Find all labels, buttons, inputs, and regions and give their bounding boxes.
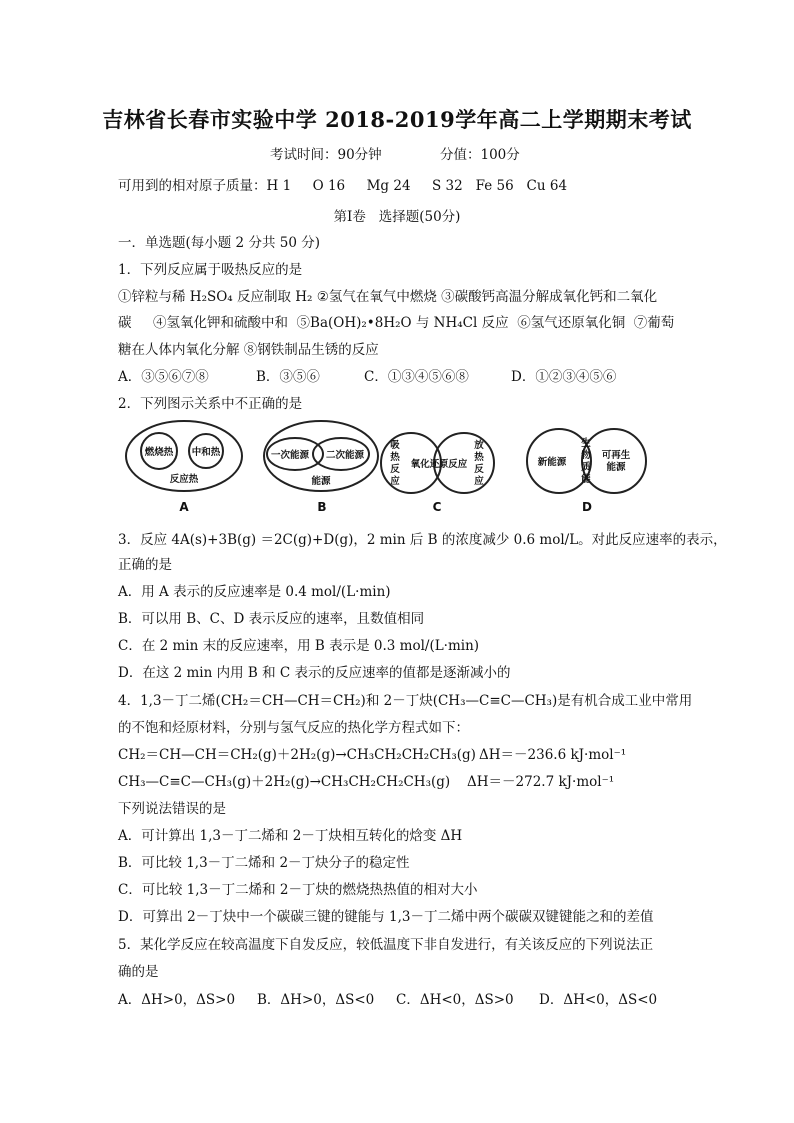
score: 分值：100分 — [440, 147, 520, 163]
diagram-a-inner2: 中和热 — [191, 447, 221, 458]
diagram-a-inner1: 燃烧热 — [144, 447, 174, 458]
section-title: 第Ⅰ卷 选择题(50分) — [333, 209, 461, 225]
q1-line2: 碳 ④氢氧化钾和硫酸中和 ⑤Ba(OH)₂•8H₂O 与 NH₄Cl 反应 ⑥氢气还原氧化铜 ⑦葡萄 — [118, 315, 675, 331]
q3-option-b: B．可以用 B、C、D 表示反应的速率，且数值相同 — [118, 611, 425, 627]
diagram-b-outer: 能源 — [311, 476, 331, 487]
diagram-d-mid-1: 生 — [581, 438, 591, 449]
diagram-b-left: 一次能源 — [270, 450, 310, 461]
q4-equation-2: CH₃—C≡C—CH₃(g)＋2H₂(g)→CH₃CH₂CH₂CH₃(g) — [118, 774, 451, 790]
atomic-masses: 可用到的相对原子质量：H 1 O 16 Mg 24 S 32 Fe 56 Cu 64 — [118, 178, 568, 194]
diagram-d-left: 新能源 — [537, 457, 567, 468]
q3-option-a: A．用 A 表示的反应速率是 0.4 mol/(L·min) — [118, 584, 391, 600]
diagram-d-right-2: 能源 — [606, 462, 626, 473]
q1-option-c: C．①③④⑤⑥⑧ — [364, 369, 469, 385]
q4-option-a: A．可计算出 1,3－丁二烯和 2－丁炔相互转化的焓变 ΔH — [118, 828, 463, 844]
diagram-d-label: D — [582, 500, 592, 514]
q1-option-d: D．①②③④⑤⑥ — [511, 369, 617, 385]
diagram-d-mid-2: 物 — [581, 450, 591, 461]
diagram-b-right: 二次能源 — [325, 450, 365, 461]
q2-stem: 2．下列图示关系中不正确的是 — [118, 396, 303, 412]
diagram-c-right-4: 应 — [474, 476, 484, 487]
exam-title: 吉林省长春市实验中学 2018-2019学年高二上学期期末考试 — [102, 107, 692, 132]
q1-line3: 糖在人体内氧化分解 ⑧钢铁制品生锈的反应 — [118, 342, 379, 358]
q3-option-c: C．在 2 min 末的反应速率，用 B 表示是 0.3 mol/(L·min) — [118, 638, 480, 654]
q1-stem: 1．下列反应属于吸热反应的是 — [118, 262, 303, 278]
diagram-c-right-3: 反 — [474, 464, 484, 475]
q4-lead: 下列说法错误的是 — [118, 801, 226, 817]
diagram-a-outer: 反应热 — [169, 474, 199, 485]
diagram-c-label: C — [432, 500, 442, 514]
diagram-c-left-3: 反 — [390, 464, 400, 475]
q4-enthalpy-1: ΔH＝－236.6 kJ·mol⁻¹ — [479, 747, 627, 763]
q5-option-a: A．ΔH>0，ΔS>0 — [118, 992, 236, 1008]
q2-diagrams — [0, 418, 794, 518]
diagram-d-right-1: 可再生 — [601, 450, 631, 461]
diagram-a-label: A — [179, 500, 189, 514]
diagram-c-right-2: 热 — [474, 452, 484, 463]
q4-equation-1: CH₂＝CH—CH＝CH₂(g)＋2H₂(g)→CH₃CH₂CH₂CH₃(g) — [118, 747, 476, 763]
q4-enthalpy-2: ΔH＝－272.7 kJ·mol⁻¹ — [467, 774, 615, 790]
q5-stem-line2: 确的是 — [118, 964, 159, 980]
q3-stem-line1: 3．反应 4A(s)+3B(g) ＝2C(g)+D(g)，2 min 后 B 的浓度减少 0.6 mol/L。对此反应速率的表示， — [118, 532, 727, 548]
diagram-c-right-1: 放 — [474, 440, 484, 451]
q4-option-b: B．可比较 1,3－丁二烯和 2－丁炔分子的稳定性 — [118, 855, 410, 871]
part-heading: 一．单选题(每小题 2 分共 50 分) — [118, 235, 320, 251]
diagram-c-left-4: 应 — [390, 476, 400, 487]
q1-option-b: B．③⑤⑥ — [256, 369, 320, 385]
q1-line1: ①锌粒与稀 H₂SO₄ 反应制取 H₂ ②氢气在氧气中燃烧 ③碳酸钙高温分解成氧化钙和二氧化 — [118, 289, 658, 305]
diagram-d-mid-3: 质 — [581, 462, 591, 473]
q3-stem-line2: 正确的是 — [118, 557, 172, 573]
diagram-c-left-1: 吸 — [390, 440, 400, 451]
q4-stem-line2: 的不饱和烃原材料，分别与氢气反应的热化学方程式如下： — [118, 720, 469, 736]
q5-option-c: C．ΔH<0，ΔS>0 — [396, 992, 514, 1008]
q3-option-d: D．在这 2 min 内用 B 和 C 表示的反应速率的值都是逐渐减小的 — [118, 665, 511, 681]
diagram-c-mid1: 氧化还 — [410, 459, 440, 470]
q5-option-d: D．ΔH<0，ΔS<0 — [539, 992, 658, 1008]
q4-option-d: D．可算出 2－丁炔中一个碳碳三键的键能与 1,3－丁二烯中两个碳碳双键键能之和的差值 — [118, 909, 654, 925]
q1-option-a: A．③⑤⑥⑦⑧ — [118, 369, 209, 385]
diagram-d-mid-4: 能 — [581, 474, 591, 485]
exam-time: 考试时间：90分钟 — [270, 147, 382, 163]
diagram-c-mid2: 原反应 — [438, 459, 468, 470]
q5-stem-line1: 5．某化学反应在较高温度下自发反应，较低温度下非自发进行，有关该反应的下列说法正 — [118, 937, 654, 953]
diagram-c-left-2: 热 — [390, 452, 400, 463]
diagram-b-label: B — [317, 500, 327, 514]
q4-stem-line1: 4．1,3－丁二烯(CH₂＝CH—CH＝CH₂)和 2－丁炔(CH₃—C≡C—CH₃)是有机合成工业中常用 — [118, 693, 693, 709]
q4-option-c: C．可比较 1,3－丁二烯和 2－丁炔的燃烧热热值的相对大小 — [118, 882, 478, 898]
q5-option-b: B．ΔH>0，ΔS<0 — [257, 992, 375, 1008]
